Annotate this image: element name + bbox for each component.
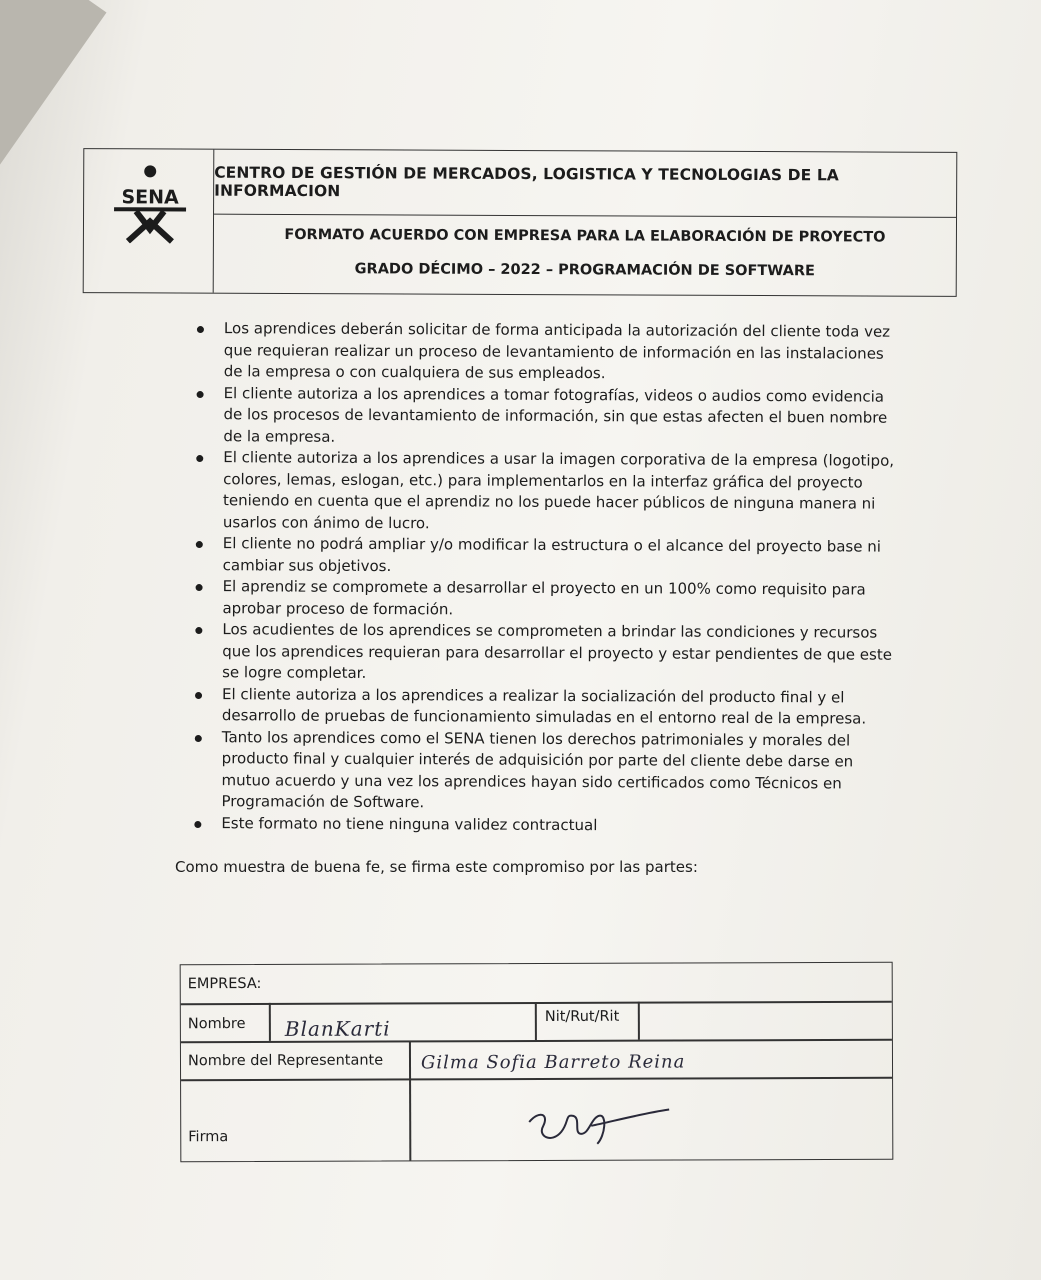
signature-table	[180, 962, 894, 1162]
document-header	[83, 148, 958, 297]
term-item: Tanto los aprendices como el SENA tienen los derechos patrimoniales y morales del producto final y cualquier interés de adquisición por parte del cliente debe darse en mutuo acuerdo y una vez los aprendices hayan sido certificados como Técnicos en Programación de Software.	[187, 726, 897, 816]
term-item: El aprendiz se compromete a desarrollar el proyecto en un 100% como requisito para aprobar proceso de formación.	[188, 576, 898, 623]
nombre-label: Nombre	[187, 1016, 246, 1033]
intro-statement: Como muestra de buena fe, se firma este compromiso por las partes:	[175, 858, 698, 876]
term-item: El cliente autoriza a los aprendices a realizar la socialización del producto final y el desarrollo de pruebas de funcionamiento simuladas en el entorno real de la empresa.	[188, 683, 898, 730]
firma-label: Firma	[188, 1129, 229, 1146]
term-item: Los acudientes de los aprendices se comprometen a brindar las condiciones y recursos que los aprendices requieran para desarrollar el proyecto y estar pendientes de que este se logre completar.	[188, 619, 898, 687]
header-subtitle: FORMATO ACUERDO CON EMPRESA PARA LA ELABORACIÓN DE PROYECTO	[284, 226, 886, 246]
term-item: Este formato no tiene ninguna validez contractual	[187, 812, 897, 837]
header-grade: GRADO DÉCIMO – 2022 – PROGRAMACIÓN DE SOFTWARE	[354, 261, 815, 280]
sena-logo	[106, 163, 194, 243]
logo-text: SENA	[121, 186, 179, 209]
term-item: Los aprendices deberán solicitar de forma anticipada la autorización del cliente toda vez que requieran realizar un proceso de levantamiento de información en las instalaciones de la empresa o con cualquiera de sus empleados.	[190, 318, 900, 386]
logo-cell	[84, 149, 215, 293]
nombre-value: BlanKarti	[284, 1016, 391, 1041]
representante-value: Gilma Sofia Barreto Reina	[420, 1051, 686, 1074]
term-item: El cliente autoriza a los aprendices a tomar fotografías, videos o audios como evidencia de los procesos de levantamiento de información, sin que estas afecten el buen nombre de la empresa.	[189, 382, 899, 450]
empresa-label: EMPRESA:	[187, 975, 262, 993]
representante-label: Nombre del Representante	[187, 1052, 384, 1070]
header-title: CENTRO DE GESTIÓN DE MERCADOS, LOGISTICA Y TECNOLOGIAS DE LA INFORMACION	[214, 150, 956, 218]
handwritten-signature	[521, 1092, 671, 1153]
nit-label: Nit/Rut/Rit	[544, 1008, 620, 1025]
term-item: El cliente no podrá ampliar y/o modificar la estructura o el alcance del proyecto base ni cambiar sus objetivos.	[189, 533, 899, 580]
term-item: El cliente autoriza a los aprendices a usar la imagen corporativa de la empresa (logotipo, colores, lemas, eslogan, etc.) para implementarlos en la interfaz gráfica del proyecto teniendo en cuenta que el aprendiz no los puede hacer públicos de ninguna manera ni usarlos con ánimo de lucro.	[189, 447, 899, 537]
terms-list	[187, 318, 900, 838]
